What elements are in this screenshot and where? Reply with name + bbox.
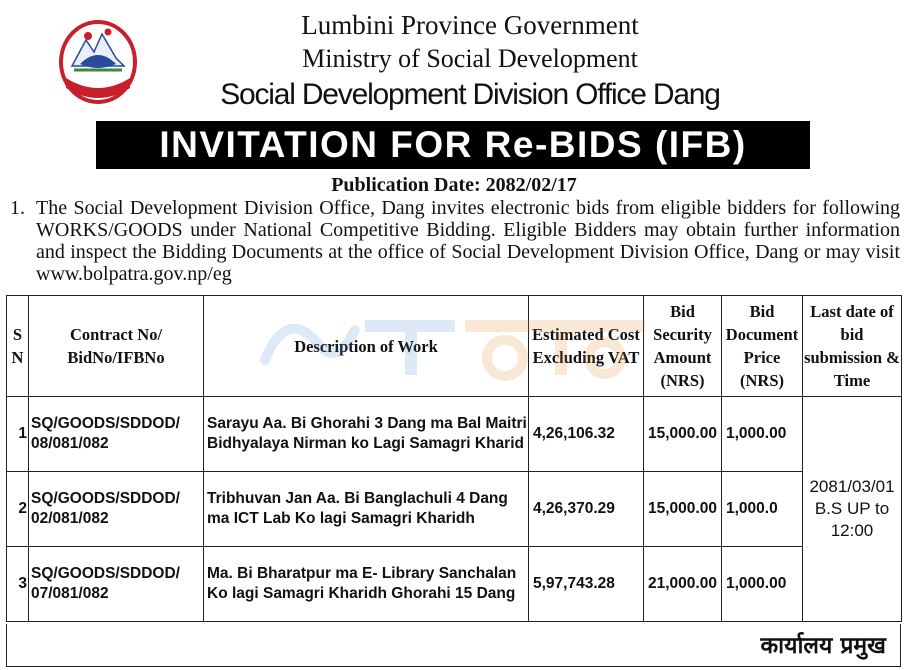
cell-sn: 1 [7, 397, 29, 472]
cell-doc-price: 1,000.00 [722, 547, 803, 622]
cell-contract: SQ/GOODS/SDDOD/ 07/081/082 [29, 547, 204, 622]
intro-text: The Social Development Division Office, Dang invites electronic bids from eligible bidders for following WORKS/GOODS under National Competitive Bidding. Eligible Bidders may obtain further information and inspect the Bidding Documents at the office of Social Development Division Office, Dang or may visit www.bolpatra.gov.np/eg [36, 197, 900, 285]
header-sn: S N [7, 296, 29, 397]
cell-sn: 3 [7, 547, 29, 622]
cell-description: Sarayu Aa. Bi Ghorahi 3 Dang ma Bal Maitri Bidhyalaya Nirman ko Lagi Samagri Kharid [204, 397, 529, 472]
cell-description: Tribhuvan Jan Aa. Bi Banglachuli 4 Dang ma ICT Lab Ko lagi Samagri Kharidh [204, 472, 529, 547]
table-row [7, 547, 902, 622]
cell-cost: 4,26,370.29 [529, 472, 644, 547]
cell-doc-price: 1,000.00 [722, 397, 803, 472]
header-office: Social Development Division Office Dang [220, 78, 720, 111]
watermark-logo-icon [255, 300, 655, 390]
cell-description: Ma. Bi Bharatpur ma E- Library Sanchalan Ko lagi Samagri Kharidh Ghorahi 15 Dang [204, 547, 529, 622]
office-chief-signature: कार्यालय प्रमुख [760, 633, 886, 659]
cell-security: 15,000.00 [644, 397, 722, 472]
intro-paragraph [10, 197, 900, 285]
table-row [7, 397, 902, 472]
cell-cost: 4,26,106.32 [529, 397, 644, 472]
cell-doc-price: 1,000.0 [722, 472, 803, 547]
cell-contract: SQ/GOODS/SDDOD/ 02/081/082 [29, 472, 204, 547]
cell-security: 15,000.00 [644, 472, 722, 547]
header-ministry: Ministry of Social Development [302, 44, 638, 73]
cell-contract: SQ/GOODS/SDDOD/ 08/081/082 [29, 397, 204, 472]
header-cost: Estimated Cost Excluding VAT [529, 296, 644, 397]
publication-date: Publication Date: 2082/02/17 [331, 174, 577, 196]
intro-number: 1. [10, 197, 25, 219]
header-deadline: Last date of bid submission & Time [803, 296, 902, 397]
cell-deadline: 2081/03/01 B.S UP to 12:00 [803, 397, 902, 622]
cell-security: 21,000.00 [644, 547, 722, 622]
header-doc-price: Bid Document Price (NRS) [722, 296, 803, 397]
government-emblem-icon [58, 18, 138, 104]
table-row [7, 472, 902, 547]
cell-cost: 5,97,743.28 [529, 547, 644, 622]
header-province: Lumbini Province Government [301, 10, 639, 40]
ifb-banner: INVITATION FOR Re-BIDS (IFB) [96, 121, 810, 169]
header-security: Bid Security Amount (NRS) [644, 296, 722, 397]
header-contract: Contract No/ BidNo/IFBNo [29, 296, 204, 397]
cell-sn: 2 [7, 472, 29, 547]
signature-row [6, 624, 901, 667]
header-description: Description of Work [204, 296, 529, 397]
